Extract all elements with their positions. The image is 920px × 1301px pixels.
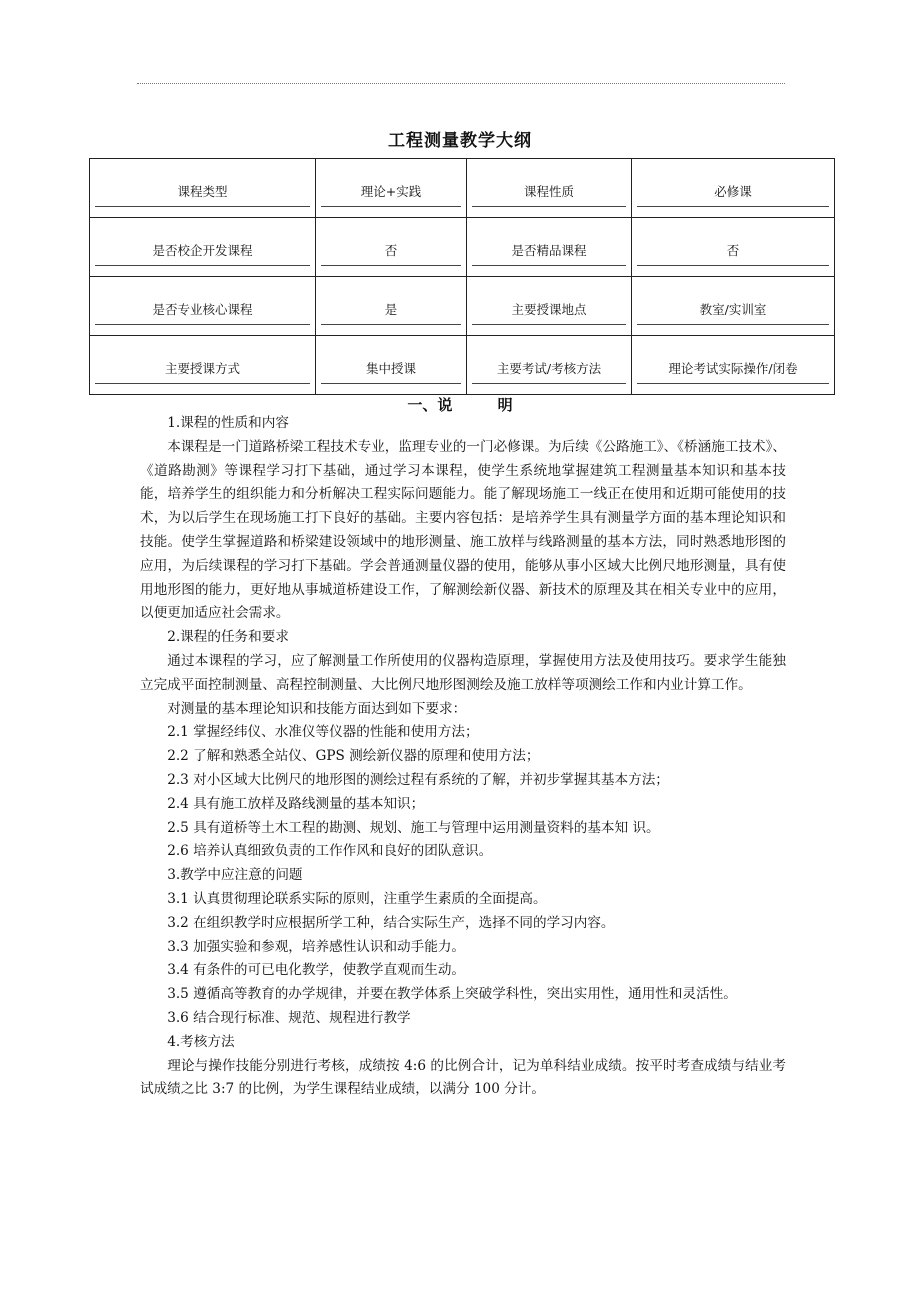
table-cell: 主要考试/考核方法 — [467, 336, 632, 395]
header-dotted-rule — [137, 83, 785, 84]
table-cell: 集中授课 — [316, 336, 467, 395]
table-cell: 否 — [632, 218, 835, 277]
paragraph: 2.6 培养认真细致负责的工作作风和良好的团队意识。 — [167, 843, 493, 860]
table-cell: 否 — [316, 218, 467, 277]
table-cell: 是 — [316, 277, 467, 336]
table-cell: 必修课 — [632, 159, 835, 218]
paragraph: 2.3 对小区域大比例尺的地形图的测绘过程有系统的了解，并初步掌握其基本方法； — [167, 771, 669, 788]
paragraph: 2.课程的任务和要求 — [167, 629, 289, 646]
paragraph: 2.4 具有施工放样及路线测量的基本知识； — [167, 795, 425, 812]
paragraph: 对测量的基本理论知识和技能方面达到如下要求： — [167, 700, 467, 717]
paragraph: 3.2 在组织教学时应根据所学工种，结合实际生产，选择不同的学习内容。 — [167, 914, 615, 931]
table-row — [90, 277, 835, 336]
table-row — [90, 159, 835, 218]
table-cell: 课程类型 — [90, 159, 316, 218]
section-heading: 一、说 明 — [407, 396, 513, 414]
table-cell: 是否专业核心课程 — [90, 277, 316, 336]
table-cell: 课程性质 — [467, 159, 632, 218]
table-cell: 是否校企开发课程 — [90, 218, 316, 277]
paragraph: 通过本课程的学习，应了解测量工作所使用的仪器构造原理，掌握使用方法及使用技巧。要求学生能独立完成平面控制测量、高程控制测量、大比例尺地形图测绘及施工放样等项测绘工作和内业计算工作。 — [140, 652, 786, 693]
table-row — [90, 218, 835, 277]
table-cell: 主要授课地点 — [467, 277, 632, 336]
paragraph: 2.2 了解和熟悉全站仪、GPS 测绘新仪器的原理和使用方法； — [167, 748, 540, 765]
paragraph: 3.5 遵循高等教育的办学规律，并要在教学体系上突破学科性，突出实用性，通用性和灵活性。 — [167, 986, 737, 1003]
paragraph: 理论与操作技能分别进行考核，成绩按 4:6 的比例合计，记为单科结业成绩。按平时考查成绩与结业考试成绩之比 3:7 的比例，为学生课程结业成绩，以满分 100 分计。 — [140, 1057, 786, 1098]
table-row — [90, 336, 835, 395]
table-cell: 主要授课方式 — [90, 336, 316, 395]
paragraph: 3.6 结合现行标准、规范、规程进行教学 — [167, 1009, 411, 1026]
table-cell: 是否精品课程 — [467, 218, 632, 277]
paragraph: 本课程是一门道路桥梁工程技术专业，监理专业的一门必修课。为后续《公路施工》、《桥涵施工技术》、《道路勘测》等课程学习打下基础，通过学习本课程，使学生系统地掌握建筑工程测量基本知识和基本技能，培养学生的组织能力和分析解决工程实际问题能力。能了解现场施工一线正在使用和近期可能使用的技术，为以后学生在现场施工打下良好的基础。主要内容包括：是培养学生具有测量学方面的基本理论知识和技能。使学生掌握道路和桥梁建设领域中的地形测量、施工放样与线路测量的基本方法，同时熟悉地形图的应用，为后续课程的学习打下基础。学会普通测量仪器的使用，能够从事小区域大比例尺地形测量，具有使用地形图的能力，更好地从事城道桥建设工作，了解测绘新仪器、新技术的原理及其在相关专业中的应用，以便更加适应社会需求。 — [140, 438, 786, 622]
paragraph: 4.考核方法 — [167, 1033, 235, 1050]
paragraph: 2.5 具有道桥等土木工程的勘测、规划、施工与管理中运用测量资料的基本知 识。 — [167, 819, 660, 836]
paragraph: 3.1 认真贯彻理论联系实际的原则，注重学生素质的全面提高。 — [167, 890, 547, 907]
paragraph: 2.1 掌握经纬仪、水准仪等仪器的性能和使用方法； — [167, 724, 479, 741]
document-body — [140, 412, 786, 1102]
document-title: 工程测量教学大纲 — [388, 131, 532, 151]
paragraph: 3.4 有条件的可已电化教学，使教学直观而生动。 — [167, 962, 466, 979]
table-cell: 理论+实践 — [316, 159, 467, 218]
table-cell: 理论考试实际操作/闭卷 — [632, 336, 835, 395]
table-cell: 教室/实训室 — [632, 277, 835, 336]
course-info-table — [89, 158, 835, 395]
paragraph: 3.教学中应注意的问题 — [167, 867, 303, 884]
paragraph: 3.3 加强实验和参观，培养感性认识和动手能力。 — [167, 938, 466, 955]
paragraph: 1.课程的性质和内容 — [167, 415, 289, 431]
